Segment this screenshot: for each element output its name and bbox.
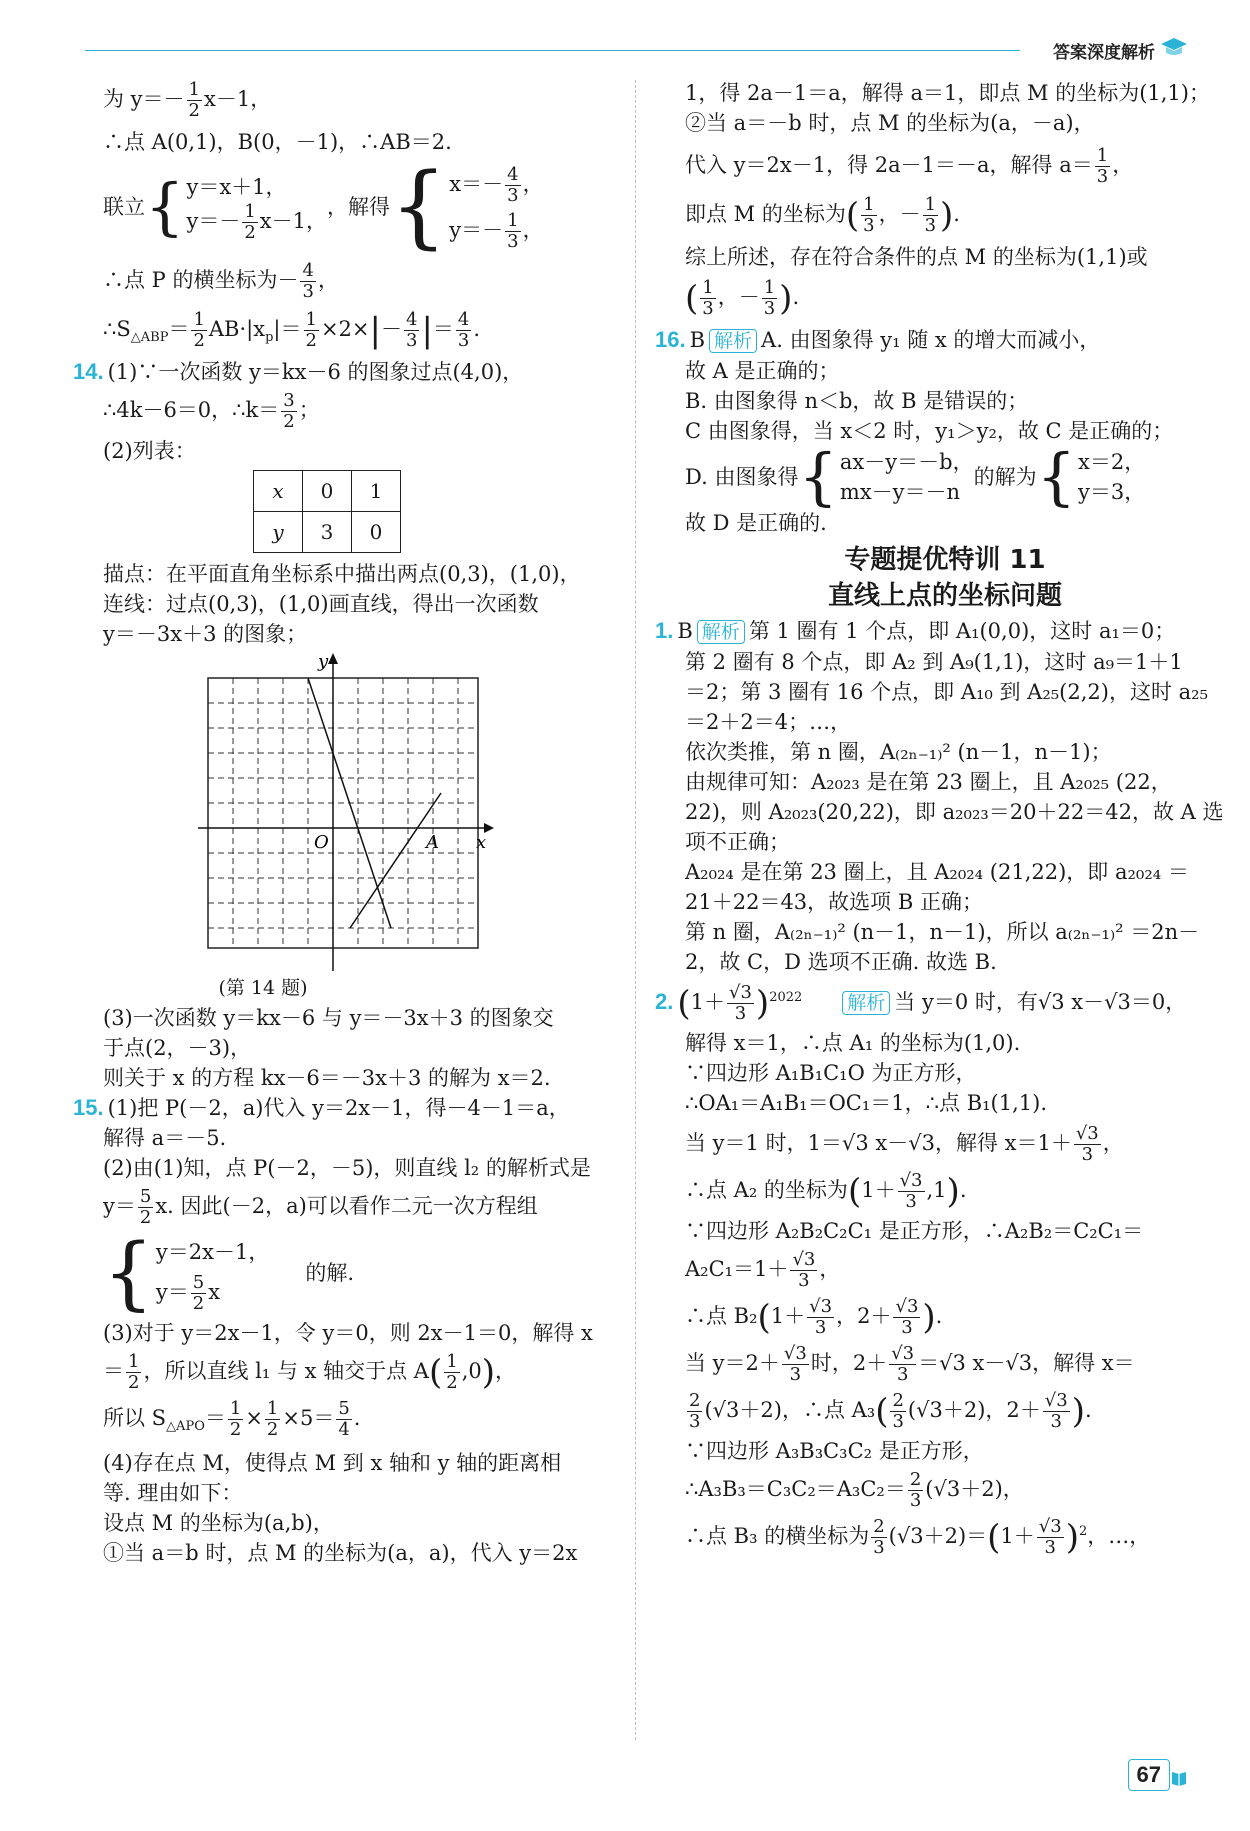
text-line: 描点：在平面直角坐标系中描出两点(0,3)，(1,0)，: [103, 562, 581, 587]
text-line: ∴点 B₃ 的横坐标为 $\frac{2}{3}$ (√3＋2)＝(1＋ $\frac{√3}{3}$ )$^2$，…，: [685, 1516, 1151, 1558]
text-line: ②当 a＝－b 时，点 M 的坐标为(a，－a)，: [685, 111, 1095, 135]
text-line: ∵四边形 A₁B₁C₁O 为正方形，: [685, 1061, 977, 1085]
text-line: 综上所述，存在符合条件的点 M 的坐标为(1,1)或: [685, 245, 1148, 269]
table-row: x 0 1: [254, 471, 401, 512]
header-line: [85, 50, 1020, 51]
text-line: 21＋22＝43，故选项 B 正确；: [685, 890, 983, 914]
text-line: ∴点 A(0,1)，B(0，－1)，∴AB＝2.: [103, 130, 452, 154]
book-icon: [1170, 1769, 1188, 1787]
text-line: 第 n 圈，A₍₂ₙ₋₁₎² (n－1，n－1)，所以 a₍₂ₙ₋₁₎² ＝2n－: [685, 920, 1200, 944]
text-line: (3)对于 y＝2x－1，令 y＝0，则 2x－1＝0，解得 x: [103, 1321, 593, 1346]
text-line: y＝ $\frac{5}{2}$ x. 因此(－2，a)可以看作二元一次方程组: [103, 1186, 538, 1229]
text-line: 项不正确；: [685, 830, 790, 854]
text-line: 连线：过点(0,3)，(1,0)画直线，得出一次函数: [103, 592, 539, 617]
text-line: 代入 y＝2x－1，得 2a－1＝－a，解得 a＝ $\frac{1}{3}$ ，: [685, 145, 1134, 187]
text-line: ①当 a＝b 时，点 M 的坐标为(a，a)，代入 y＝2x: [103, 1541, 578, 1566]
text-line: 所以 $S_{\triangle APO}=$ $\frac{1}{2}$ × $\frac{1}{2}$ ×5＝ $\frac{5}{4}$ .: [103, 1398, 361, 1441]
y-axis-label: y: [318, 653, 329, 673]
section-subtitle: 直线上点的坐标问题: [827, 581, 1062, 611]
text-line: 故 D 是正确的.: [685, 511, 827, 535]
text-line: C 由图象得，当 x＜2 时，y₁＞y₂，故 C 是正确的；: [685, 419, 1174, 443]
text-line: D. 由图象得 { ax－y＝－b， mx－y＝－n 的解为 { x＝2， y＝3，: [685, 440, 1146, 513]
equation-system: { x＝－ $\frac{4}{3}$ ， y＝－ $\frac{1}{3}$ ，: [390, 154, 544, 259]
text-line: ＝ $\frac{1}{2}$ ，所以直线 l₁ 与 x 轴交于点 A( $\frac{1}{2}$ ,0)，: [103, 1351, 517, 1394]
text-line: 解得 a＝－5.: [103, 1126, 227, 1151]
question-14: 14. (1)∵一次函数 y＝kx－6 的图象过点(4,0)，: [73, 359, 524, 385]
text-line: $\frac{2}{3}$ (√3＋2)，∴点 A₃( $\frac{2}{3}$ (√3＋2)，2＋ $\frac{√3}{3}$ ).: [689, 1390, 1092, 1432]
text-line: ∴OA₁＝A₁B₁＝OC₁＝1，∴点 B₁(1,1).: [685, 1091, 1048, 1115]
text-line: 解得 x＝1，∴点 A₁ 的坐标为(1,0).: [685, 1031, 1021, 1055]
y-axis-arrow: [328, 653, 338, 664]
fraction: $\frac{1}{2}$: [188, 79, 200, 121]
graduation-cap-icon: [1160, 36, 1188, 58]
question-1: 1. B 解析 第 1 圈有 1 个点，即 A₁(0,0)，这时 a₁＝0；: [655, 618, 1176, 643]
text-line: 22)，则 A₂₀₂₃(20,22)，即 a₂₀₂₃＝20＋22＝42，故 A 选: [685, 800, 1224, 824]
text-line: ∴点 B₂(1＋ $\frac{√3}{3}$ ，2＋ $\frac{√3}{3}$ ).: [685, 1296, 943, 1338]
analysis-tag: 解析: [697, 620, 745, 644]
text-line: 依次类推，第 n 圈，A₍₂ₙ₋₁₎² (n－1，n－1)；: [685, 740, 1112, 764]
text-line: (3)一次函数 y＝kx－6 与 y＝－3x＋3 的图象交: [103, 1006, 554, 1031]
text-line: 第 2 圈有 8 个点，即 A₂ 到 A₉(1,1)，这时 a₉＝1＋1: [685, 650, 1183, 674]
text-line: ＝2＋2＝4；…，: [685, 710, 852, 734]
text-line: ( $\frac{1}{3}$ ，－ $\frac{1}{3}$ ).: [685, 277, 800, 319]
question-16: 16. B 解析 A. 由图象得 y₁ 随 x 的增大而减小，: [655, 327, 1101, 352]
text-line: A₂C₁＝1＋ $\frac{√3}{3}$ ，: [685, 1249, 841, 1291]
text-line: 联立 { y＝x＋1， y＝－ $\frac{1}{2}$ x－1， ，解得 { x＝－ $\frac{4}{3}$ ， y＝－ $\frac{1}{3}$ ，: [103, 154, 544, 259]
section-title: 专题提优特训 11: [844, 545, 1046, 575]
text-line: 2，故 C，D 选项不正确. 故选 B.: [685, 950, 997, 974]
text-line: ∵四边形 A₂B₂C₂C₁ 是正方形，∴A₂B₂＝C₂C₁＝: [685, 1219, 1144, 1243]
question-2: 2. (1＋ $\frac{√3}{3}$ )$^{2022}$ 解析 当 y＝0 时，有√3 x－√3＝0，: [655, 982, 1187, 1024]
origin-label: O: [314, 832, 329, 854]
grid: [208, 678, 478, 948]
text-line: 1，得 2a－1＝a，解得 a＝1，即点 M 的坐标为(1,1)；: [685, 81, 1210, 105]
equation-system: { y＝x＋1， y＝－ $\frac{1}{2}$ x－1，: [145, 170, 327, 243]
text-line: ∵四边形 A₃B₃C₃C₂ 是正方形，: [685, 1439, 984, 1463]
text-line: (2)列表：: [103, 439, 196, 464]
text-line: ∴4k－6＝0，∴k＝ $\frac{3}{2}$ ；: [103, 390, 320, 433]
text-line: 即点 M 的坐标为( $\frac{1}{3}$ ，－ $\frac{1}{3}$ ).: [685, 194, 960, 236]
equation-system: { ax－y＝－b， mx－y＝－n: [798, 440, 974, 513]
table-row: y 3 0: [254, 512, 401, 553]
text-line: ∴点 P 的横坐标为－ $\frac{4}{3}$ ，: [103, 260, 339, 302]
text-line: 则关于 x 的方程 kx－6＝－3x＋3 的解为 x＝2.: [103, 1066, 551, 1091]
point-a-label: A: [426, 832, 439, 854]
text-line: 等. 理由如下：: [103, 1481, 243, 1506]
text-line: A₂₀₂₄ 是在第 23 圈上，且 A₂₀₂₄ (21,22)，即 a₂₀₂₄ ＝: [685, 860, 1189, 884]
text-line: ＝2；第 3 圈有 16 个点，即 A₁₀ 到 A₂₅(2,2)，这时 a₂₅: [685, 680, 1208, 704]
right-column: [655, 78, 1224, 1558]
coordinate-graph: [198, 653, 498, 973]
header-title: 答案深度解析: [1053, 43, 1155, 63]
figure-caption: (第 14 题): [218, 977, 308, 1000]
text-line: y＝－3x＋3 的图象；: [103, 622, 308, 647]
grid-border: [208, 678, 478, 948]
text-line: 为 y＝－ $\frac{1}{2}$ x－1，: [103, 79, 272, 121]
text-line: 当 y＝2＋ $\frac{√3}{3}$ 时，2＋ $\frac{√3}{3}$ ＝√3 x－√3，解得 x＝: [685, 1343, 1135, 1385]
x-axis-label: x: [476, 832, 487, 854]
text-line: B. 由图象得 n＜b，故 B 是错误的；: [685, 389, 1029, 413]
text-line: 设点 M 的坐标为(a,b)，: [103, 1511, 334, 1536]
question-15: 15. (1)把 P(－2，a)代入 y＝2x－1，得－4－1＝a，: [73, 1095, 570, 1121]
text-line: 当 y＝1 时，1＝√3 x－√3，解得 x＝1＋ $\frac{√3}{3}$ ，: [685, 1123, 1124, 1165]
analysis-tag: 解析: [842, 991, 890, 1015]
text-line: (4)存在点 M，使得点 M 到 x 轴和 y 轴的距离相: [103, 1451, 562, 1476]
column-divider: [635, 80, 636, 1740]
value-table: [253, 470, 401, 553]
page-number: 67: [1128, 1759, 1170, 1791]
analysis-tag: 解析: [709, 329, 757, 353]
line-y-kx-minus6: [350, 793, 441, 928]
text-line: $\therefore S_{\triangle ABP}=$ $\frac{1}{2}$ $AB\cdot|x_p|=$ $\frac{1}{2}$ ×2×|－ $\frac{4}{3}$ |＝ $\frac{4}{3}$ .: [103, 309, 481, 351]
text-line: ∴A₃B₃＝C₃C₂＝A₃C₂＝ $\frac{2}{3}$ (√3＋2)，: [685, 1469, 1024, 1511]
equation-system: { x＝2， y＝3，: [1036, 440, 1146, 513]
text-line: ∴点 A₂ 的坐标为(1＋ $\frac{√3}{3}$ ,1).: [685, 1170, 967, 1212]
text-line: { y＝2x－1， y＝ $\frac{5}{2}$ x 的解.: [103, 1226, 355, 1320]
text-line: (2)由(1)知，点 P(－2，－5)，则直线 l₂ 的解析式是: [103, 1156, 591, 1181]
text-line: 由规律可知：A₂₀₂₃ 是在第 23 圈上，且 A₂₀₂₅ (22，: [685, 770, 1172, 794]
text-line: 于点(2，－3)，: [103, 1036, 252, 1061]
text-line: 故 A 是正确的；: [685, 359, 840, 383]
equation-system: { y＝2x－1， y＝ $\frac{5}{2}$ x: [103, 1226, 270, 1320]
left-column: [73, 78, 623, 1568]
